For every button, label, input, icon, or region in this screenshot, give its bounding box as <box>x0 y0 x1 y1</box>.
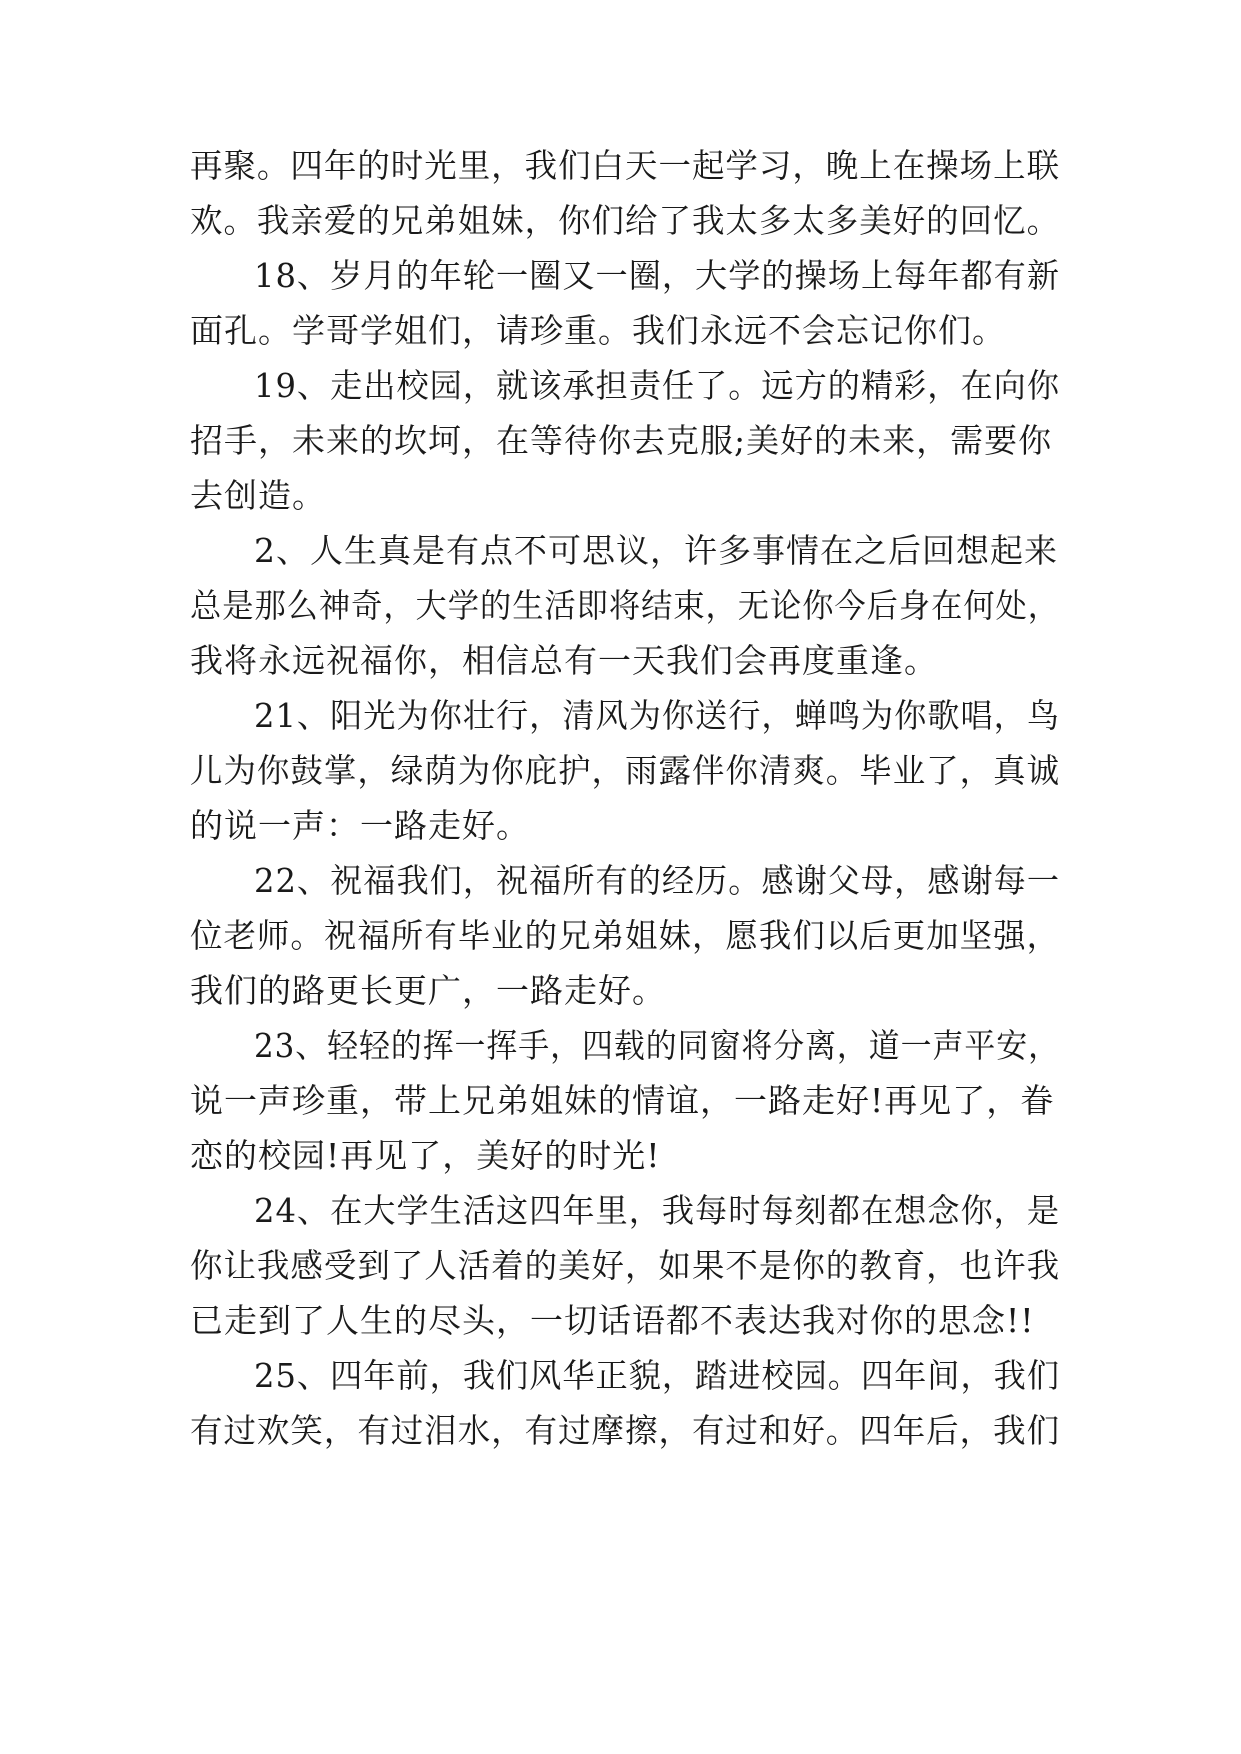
text-line: 恋的校园!再见了，美好的时光! <box>190 1136 661 1175</box>
text-line: 再聚。四年的时光里，我们白天一起学习，晚上在操场上联 <box>190 146 1061 185</box>
text-line: 我们的路更长更广，一路走好。 <box>190 971 666 1010</box>
text-line: 18、岁月的年轮一圈又一圈，大学的操场上每年都有新 <box>254 256 1061 295</box>
text-line: 已走到了人生的尽头，一切话语都不表达我对你的思念!! <box>190 1301 1035 1340</box>
text-line: 儿为你鼓掌，绿荫为你庇护，雨露伴你清爽。毕业了，真诚 <box>190 751 1061 790</box>
text-line: 有过欢笑，有过泪水，有过摩擦，有过和好。四年后，我们 <box>190 1411 1061 1450</box>
text-line: 的说一声：一路走好。 <box>190 806 530 845</box>
text-line: 25、四年前，我们风华正貌，踏进校园。四年间，我们 <box>254 1356 1061 1395</box>
text-line: 24、在大学生活这四年里，我每时每刻都在想念你，是 <box>254 1191 1061 1230</box>
text-line: 位老师。祝福所有毕业的兄弟姐妹，愿我们以后更加坚强， <box>190 916 1061 955</box>
text-line: 22、祝福我们，祝福所有的经历。感谢父母，感谢每一 <box>254 861 1061 900</box>
text-line: 我将永远祝福你，相信总有一天我们会再度重逢。 <box>190 641 938 680</box>
text-line: 欢。我亲爱的兄弟姐妹，你们给了我太多太多美好的回忆。 <box>190 201 1061 240</box>
text-line: 21、阳光为你壮行，清风为你送行，蝉鸣为你歌唱，鸟 <box>254 696 1061 735</box>
text-line: 2、人生真是有点不可思议，许多事情在之后回想起来 <box>254 531 1058 570</box>
text-line: 招手，未来的坎坷，在等待你去克服;美好的未来，需要你 <box>190 421 1053 460</box>
text-line: 23、轻轻的挥一挥手，四载的同窗将分离，道一声平安， <box>254 1026 1060 1065</box>
text-line: 面孔。学哥学姐们，请珍重。我们永远不会忘记你们。 <box>190 311 1006 350</box>
text-line: 说一声珍重，带上兄弟姐妹的情谊，一路走好!再见了，眷 <box>190 1081 1055 1120</box>
text-line: 去创造。 <box>190 476 326 515</box>
text-line: 你让我感受到了人活着的美好，如果不是你的教育，也许我 <box>190 1246 1061 1285</box>
text-line: 总是那么神奇，大学的生活即将结束，无论你今后身在何处， <box>190 586 1060 625</box>
text-line: 19、走出校园，就该承担责任了。远方的精彩，在向你 <box>254 366 1061 405</box>
